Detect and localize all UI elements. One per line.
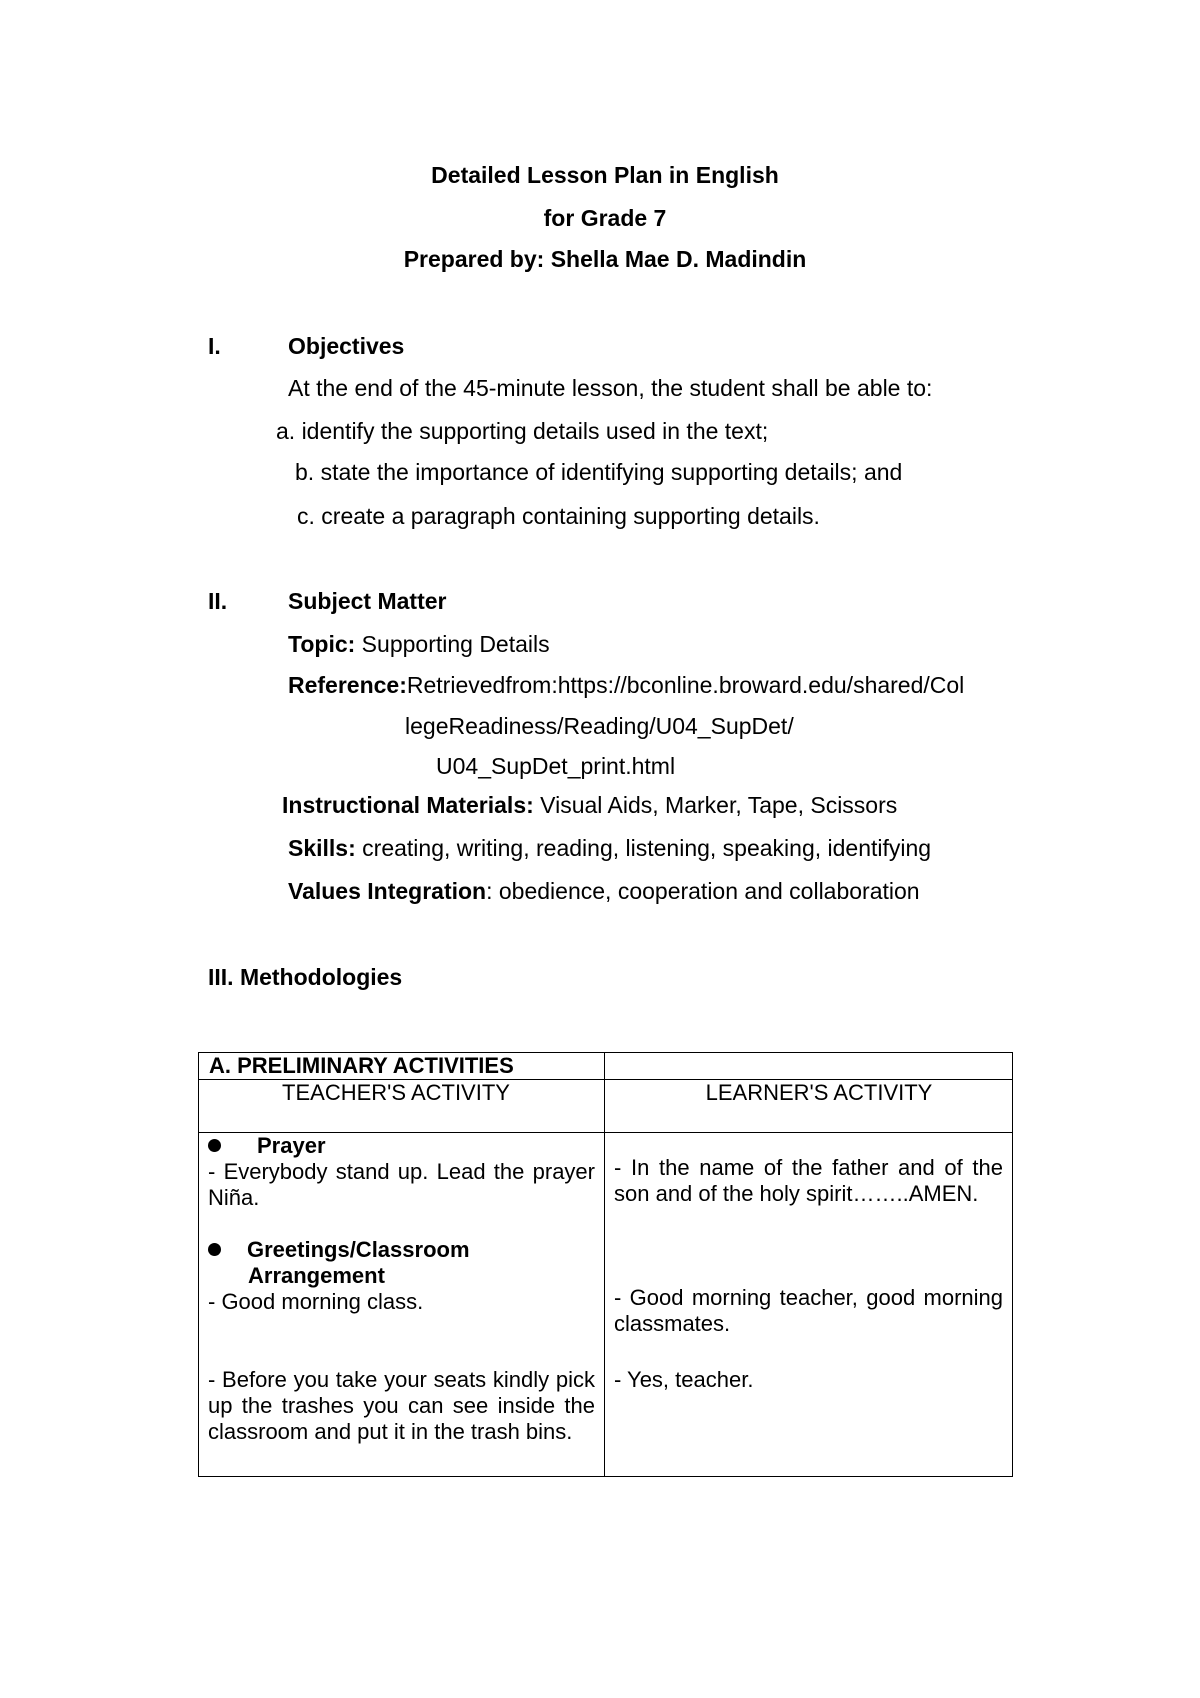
prayer-teacher-text: - Everybody stand up. Lead the prayer Niña. [208,1159,595,1210]
table-title-row [199,1053,1013,1080]
subject-matter-heading: Subject Matter [288,588,447,614]
teacher-activity-header: TEACHER'S ACTIVITY [199,1080,605,1133]
skills-label: Skills: [288,835,356,861]
seats-learner-text: - Yes, teacher. [614,1367,754,1392]
learner-activity-header: LEARNER'S ACTIVITY [605,1080,1013,1133]
methodology-table [198,1052,1013,1477]
reference-line [288,670,964,700]
values-label: Values Integration [288,878,487,904]
bullet-icon [208,1243,221,1256]
values-line [288,876,920,906]
objective-item-b: b. state the importance of identifying supporting details; and [295,459,903,485]
prayer-learner-text: - In the name of the father and of the son and of the holy spirit……..AMEN. [614,1155,1003,1206]
objectives-intro: At the end of the 45-minute lesson, the student shall be able to: [288,375,933,401]
column-header-row [199,1080,1013,1133]
skills-line [288,833,931,863]
empty-header-cell [605,1053,1013,1080]
materials-value: Visual Aids, Marker, Tape, Scissors [533,792,898,818]
topic-value: Supporting Details [355,631,550,657]
prayer-block [208,1133,595,1211]
seats-teacher-text: - Before you take your seats kindly pick up the trashes you can see inside the classroom and put it in the trash bins. [208,1367,595,1444]
objectives-numeral: I. [208,333,221,359]
table-row [199,1133,1013,1477]
methodologies-heading: III. Methodologies [208,964,403,990]
objective-item-a: a. identify the supporting details used in the text; [276,418,769,444]
reference-label: Reference: [288,672,407,698]
skills-value: creating, writing, reading, listening, speaking, identifying [355,835,932,861]
greetings-label-line1: Greetings/Classroom [247,1237,470,1262]
materials-line [282,790,897,820]
objective-item-c: c. create a paragraph containing supporting details. [297,503,820,529]
materials-label: Instructional Materials: [282,792,534,818]
subject-matter-numeral: II. [208,588,228,614]
prayer-label: Prayer [257,1133,326,1158]
topic-label: Topic: [288,631,356,657]
objectives-heading: Objectives [288,333,405,359]
document-title: Detailed Lesson Plan in English [431,162,779,188]
learner-activity-cell [605,1133,1013,1477]
grade-line: for Grade 7 [543,205,667,231]
greetings-item [208,1237,595,1263]
greetings-label-line2: Arrangement [248,1263,385,1288]
bullet-icon [208,1139,221,1152]
section-title-cell: A. PRELIMINARY ACTIVITIES [199,1053,605,1080]
prayer-item [208,1133,595,1159]
prepared-by-line: Prepared by: Shella Mae D. Madindin [403,246,807,272]
greetings-learner-text: - Good morning teacher, good morning classmates. [614,1285,1003,1336]
greetings-teacher-text: - Good morning class. [208,1289,424,1314]
topic-line [288,629,550,659]
greetings-block [208,1237,595,1315]
values-value: : obedience, cooperation and collaboration [486,878,920,904]
teacher-activity-cell [199,1133,605,1477]
reference-url-part3: U04_SupDet_print.html [436,753,676,779]
reference-url-part2: legeReadiness/Reading/U04_SupDet/ [405,713,794,739]
reference-url-part1: Retrievedfrom:https://bconline.broward.edu/shared/Col [406,672,965,698]
